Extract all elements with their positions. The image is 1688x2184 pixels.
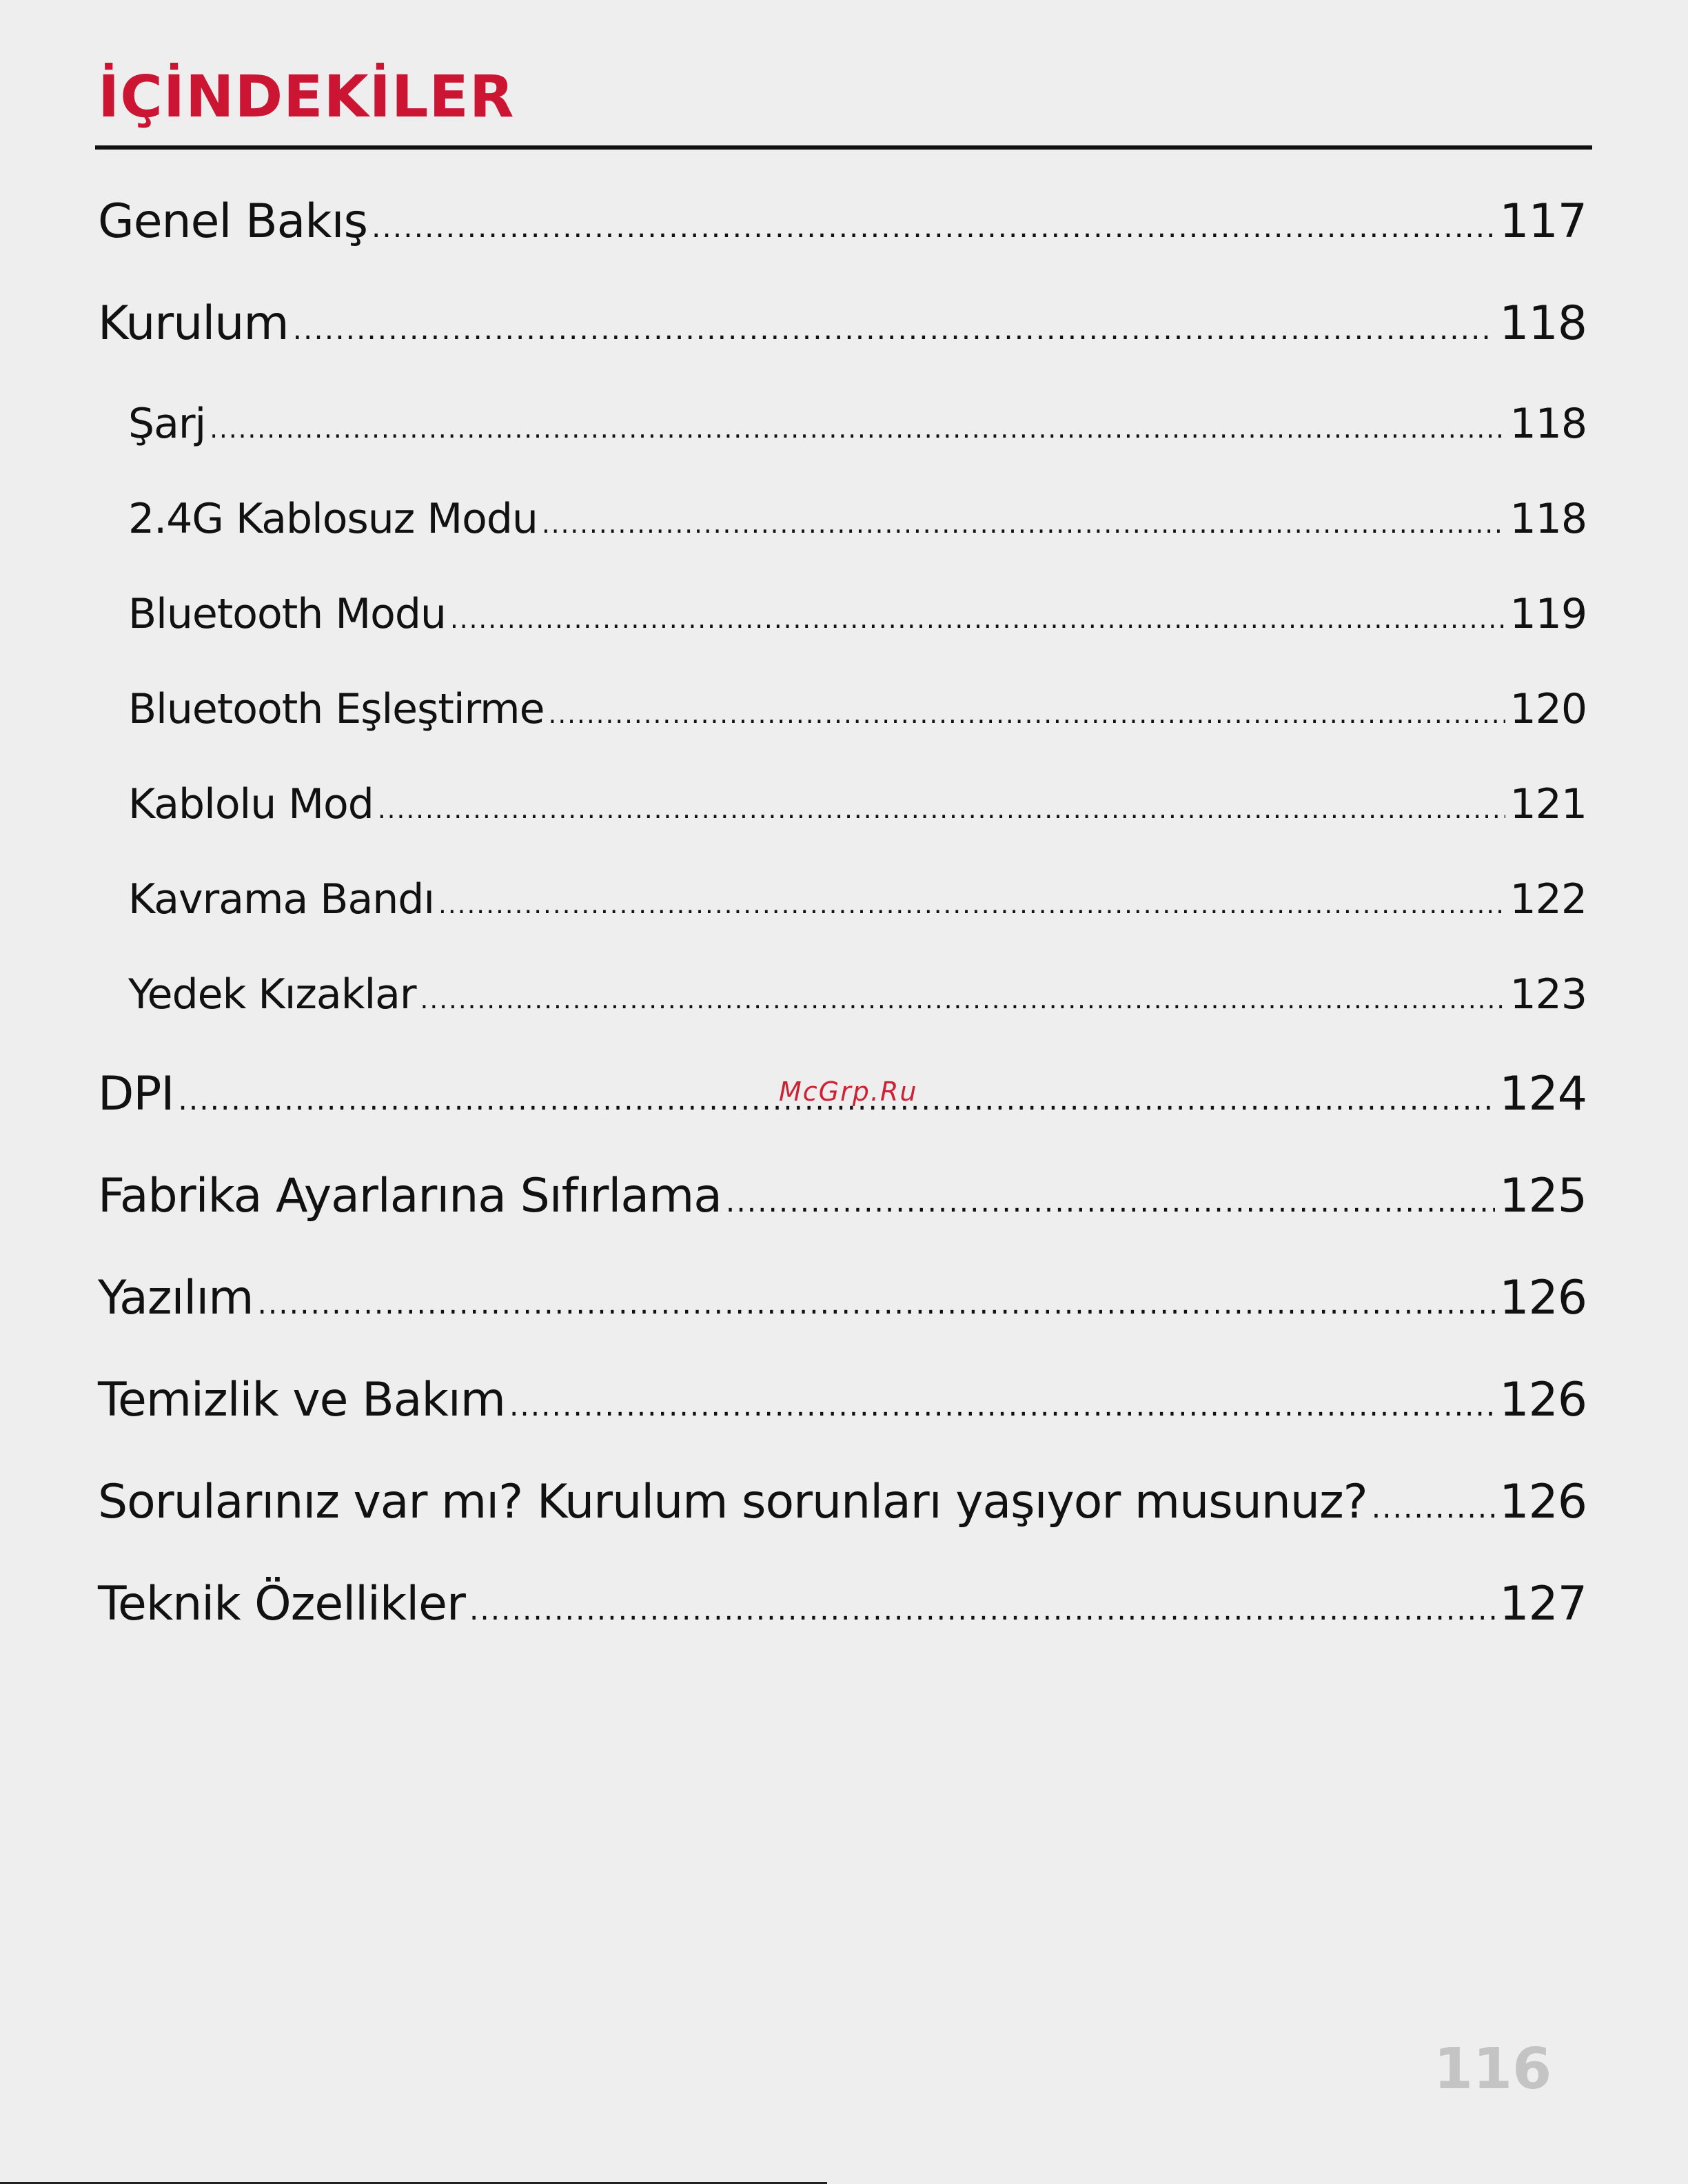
page-number: 116: [1434, 2037, 1552, 2102]
toc-entry-page: 126: [1499, 1475, 1587, 1529]
toc-entry-bluetooth-eslestirme[interactable]: [128, 685, 1587, 733]
toc-entry-page: 126: [1499, 1271, 1587, 1325]
toc-entry-label: Bluetooth Eşleştirme: [128, 685, 545, 733]
toc-dot-leader: [210, 414, 1505, 444]
toc-entry-page: 127: [1499, 1577, 1587, 1631]
toc-dot-leader: [450, 604, 1506, 634]
toc-entry-fabrika-ayarlari[interactable]: [98, 1169, 1587, 1223]
page-title: İÇİNDEKİLER: [98, 63, 515, 130]
toc-entry-label: Fabrika Ayarlarına Sıfırlama: [98, 1169, 722, 1223]
toc-entry-kavrama-bandi[interactable]: [128, 875, 1587, 923]
toc-entry-label: Yedek Kızaklar: [128, 970, 416, 1019]
toc-entry-label: Şarj: [128, 400, 206, 448]
toc-entry-page: 125: [1499, 1169, 1587, 1223]
toc-entry-page: 121: [1509, 780, 1587, 828]
toc-dot-leader: [542, 509, 1506, 539]
toc-entry-kurulum[interactable]: [98, 296, 1587, 351]
toc-entry-page: 118: [1509, 400, 1587, 448]
toc-entry-label: Kavrama Bandı: [128, 875, 435, 923]
title-divider: [95, 145, 1592, 150]
toc-entry-genel-bakis[interactable]: [98, 194, 1587, 249]
watermark: McGrp.Ru: [779, 1076, 918, 1107]
toc-entry-label: Teknik Özellikler: [98, 1577, 465, 1631]
toc-dot-leader: [438, 889, 1505, 919]
toc-entry-label: Temizlik ve Bakım: [98, 1373, 505, 1427]
toc-dot-leader: [509, 1389, 1495, 1422]
toc-entry-page: 117: [1499, 194, 1587, 249]
toc-entry-page: 124: [1499, 1067, 1587, 1121]
toc-entry-temizlik-bakim[interactable]: [98, 1373, 1587, 1427]
toc-entry-page: 119: [1509, 590, 1587, 638]
toc-dot-leader: [420, 984, 1506, 1014]
toc-entry-teknik-ozellikler[interactable]: [98, 1577, 1587, 1631]
toc-entry-yedek-kizaklar[interactable]: [128, 970, 1587, 1019]
toc-entry-label: Bluetooth Modu: [128, 590, 446, 638]
toc-dot-leader: [726, 1185, 1495, 1218]
toc-dot-leader: [469, 1593, 1495, 1626]
toc-dot-leader: [378, 794, 1506, 824]
toc-entry-label: DPI: [98, 1067, 174, 1121]
toc-dot-leader: [549, 699, 1506, 729]
toc-entry-label: Sorularınız var mı? Kurulum sorunları yaşıyor musunuz?: [98, 1475, 1367, 1529]
toc-entry-label: Kablolu Mod: [128, 780, 374, 828]
toc-dot-leader: [1372, 1491, 1495, 1524]
toc-dot-leader: [293, 312, 1496, 346]
toc-entry-page: 118: [1509, 495, 1587, 543]
toc-entry-kablolu-mod[interactable]: [128, 780, 1587, 828]
toc-entry-page: 123: [1509, 970, 1587, 1019]
toc-dot-leader: [372, 210, 1495, 244]
toc-dot-leader: [257, 1287, 1495, 1320]
toc-entry-sorular[interactable]: [98, 1475, 1587, 1529]
toc-entry-label: Yazılım: [98, 1271, 254, 1325]
toc-entry-label: Genel Bakış: [98, 194, 367, 249]
toc-entry-label: Kurulum: [98, 296, 289, 351]
toc-entry-label: 2.4G Kablosuz Modu: [128, 495, 538, 543]
toc-entry-page: 120: [1509, 685, 1587, 733]
toc-entry-page: 118: [1499, 296, 1587, 351]
toc-entry-page: 122: [1509, 875, 1587, 923]
toc-entry-sarj[interactable]: [128, 400, 1587, 448]
toc-entry-yazilim[interactable]: [98, 1271, 1587, 1325]
toc-entry-page: 126: [1499, 1373, 1587, 1427]
toc-entry-bluetooth-modu[interactable]: [128, 590, 1587, 638]
toc-entry-kablosuz-modu[interactable]: [128, 495, 1587, 543]
